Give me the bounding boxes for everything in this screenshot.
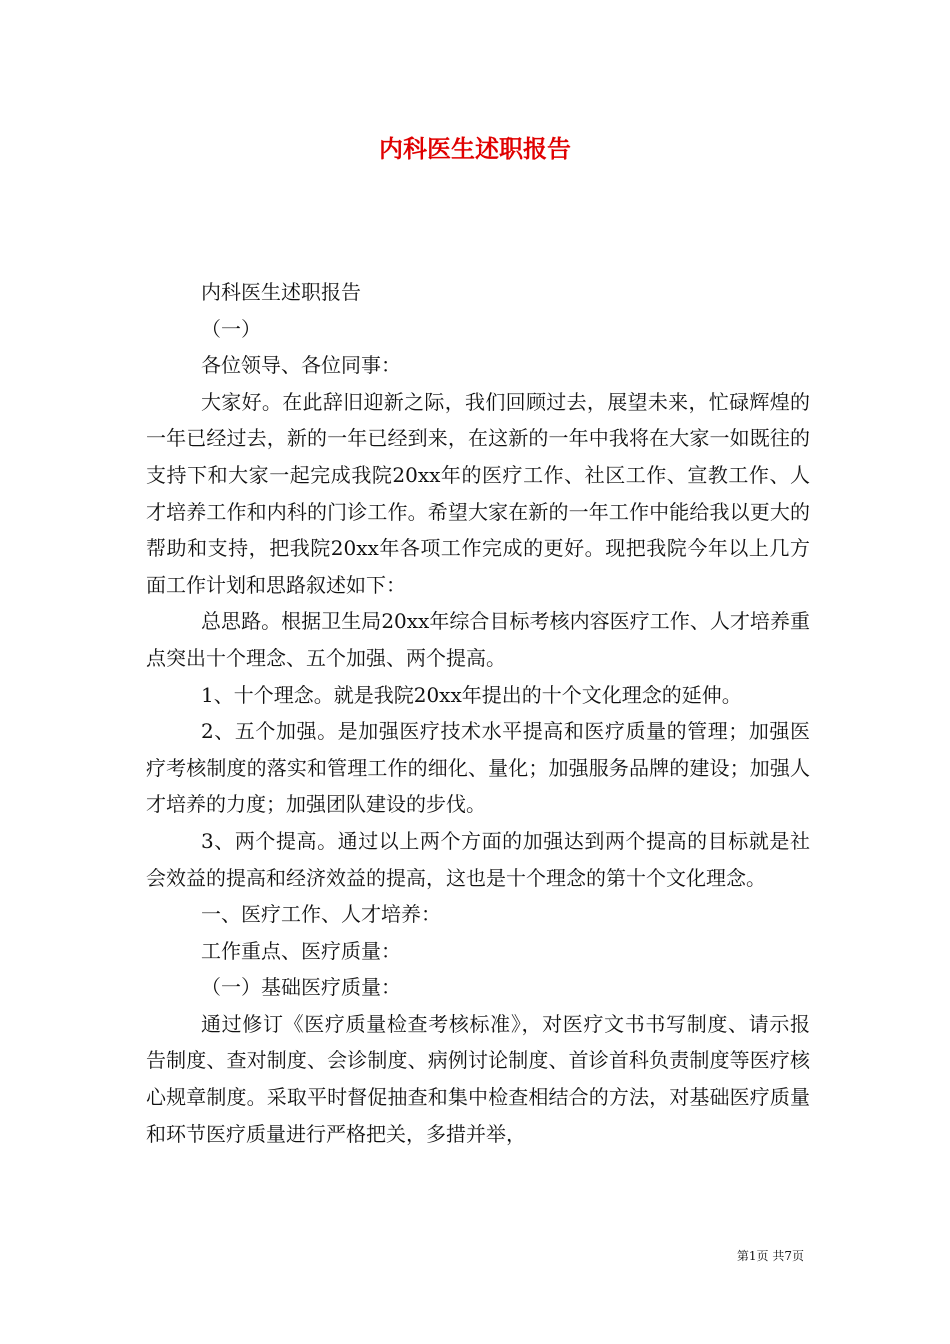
paragraph-intro: 大家好。在此辞旧迎新之际，我们回顾过去，展望未来，忙碌辉煌的一年已经过去，新的一年已经到来，在这新的一年中我将在大家一如既往的支持下和大家一起完成我院20xx年的医疗工作、社区工作、宣教工作、人才培养工作和内科的门诊工作。希望大家在新的一年工作中能给我以更大的帮助和支持，把我院20xx年各项工作完成的更好。现把我院今年以上几方面工作计划和思路叙述如下： [146, 389, 810, 597]
paragraph-section-number: （一） [201, 316, 261, 341]
paragraph-basic-quality: （一）基础医疗质量： [201, 975, 401, 1000]
paragraph-ten-concepts: 1、十个理念。就是我院20xx年提出的十个文化理念的延伸。 [201, 682, 742, 707]
paragraph-overall-idea: 总思路。根据卫生局20xx年综合目标考核内容医疗工作、人才培养重点突出十个理念、五个加强、两个提高。 [146, 609, 810, 670]
paragraph-section-one: 一、医疗工作、人才培养： [201, 902, 441, 927]
page-title: 内科医生述职报告 [379, 134, 571, 163]
paragraph-five-strengthen: 2、五个加强。是加强医疗技术水平提高和医疗质量的管理；加强医疗考核制度的落实和管理工作的细化、量化；加强服务品牌的建设；加强人才培养的力度；加强团队建设的步伐。 [146, 719, 810, 817]
paragraph-salutation: 各位领导、各位同事： [201, 353, 401, 378]
paragraph-two-improve: 3、两个提高。通过以上两个方面的加强达到两个提高的目标就是社会效益的提高和经济效益的提高，这也是十个理念的第十个文化理念。 [146, 828, 810, 890]
page-number: 第1页 共7页 [736, 1249, 804, 1263]
document-body [146, 274, 810, 1152]
paragraph-quality-details: 通过修订《医疗质量检查考核标准》，对医疗文书书写制度、请示报告制度、查对制度、会诊制度、病例讨论制度、首诊首科负责制度等医疗核心规章制度。采取平时督促抽查和集中检查相结合的方法，对基础医疗质量和环节医疗质量进行严格把关，多措并举， [146, 1011, 810, 1146]
paragraph-heading: 内科医生述职报告 [201, 280, 361, 304]
paragraph-work-focus: 工作重点、医疗质量： [201, 938, 401, 963]
